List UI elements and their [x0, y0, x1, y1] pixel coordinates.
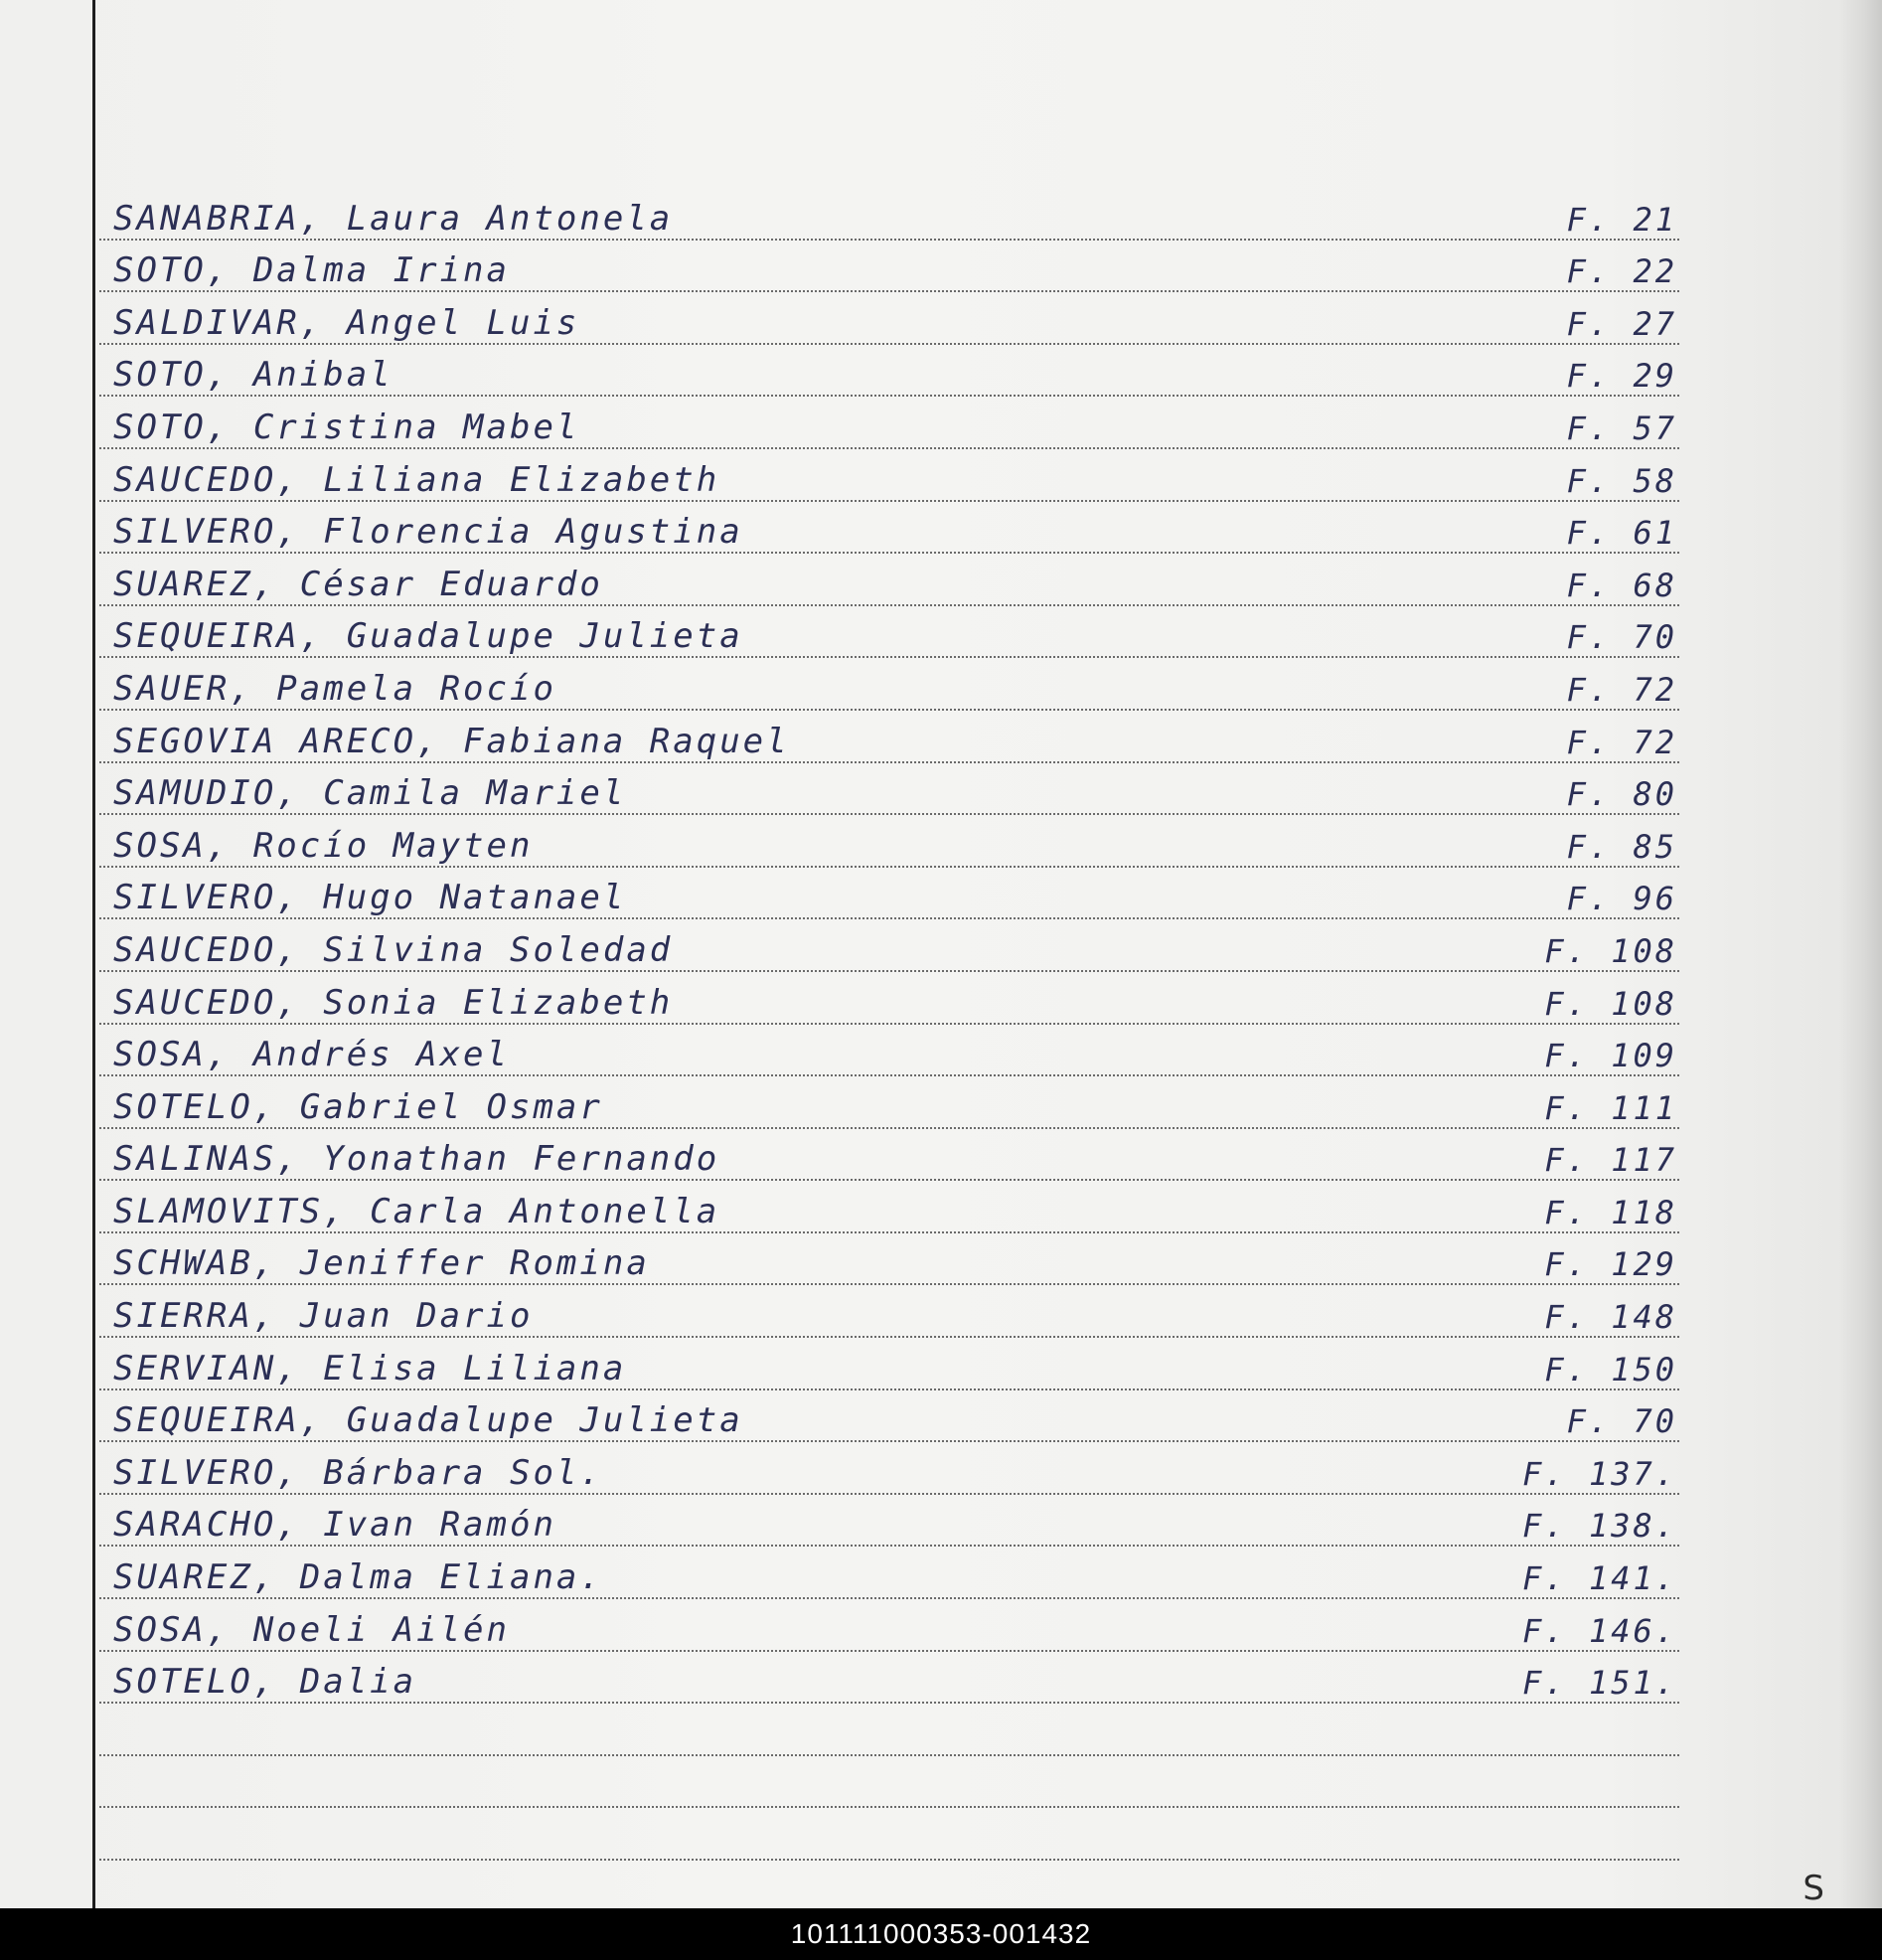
page-edge-shadow [1838, 0, 1882, 1908]
entry-name: SIERRA, Juan Dario [113, 1296, 534, 1337]
entry-folio: F. 137. [1522, 1454, 1677, 1493]
entry-name: SALINAS, Yonathan Fernando [113, 1139, 720, 1180]
ledger-row [99, 246, 1689, 299]
entry-name: SILVERO, Bárbara Sol. [113, 1452, 603, 1493]
entry-name: SOTELO, Gabriel Osmar [113, 1086, 603, 1127]
ledger-row [99, 403, 1689, 455]
entry-folio: F. 80 [1566, 775, 1677, 814]
ledger-row [99, 821, 1689, 874]
entry-name: SAMUDIO, Camila Mariel [113, 773, 627, 814]
entry-folio: F. 85 [1566, 827, 1677, 866]
ledger-row [99, 1814, 1689, 1867]
name-index-list [99, 194, 1689, 1908]
entry-folio: F. 148 [1544, 1298, 1677, 1337]
ledger-row [99, 1031, 1689, 1083]
entry-folio: F. 70 [1566, 618, 1677, 657]
ledger-row [99, 1867, 1689, 1908]
entry-name: SOSA, Rocío Mayten [113, 825, 534, 866]
ledger-row [99, 1344, 1689, 1396]
entry-folio: F. 68 [1566, 566, 1677, 604]
ledger-row [99, 1291, 1689, 1344]
entry-name: SAUCEDO, Sonia Elizabeth [113, 982, 674, 1023]
entry-name: SOSA, Andrés Axel [113, 1035, 510, 1075]
ledger-row [99, 874, 1689, 926]
entry-folio: F. 96 [1566, 880, 1677, 918]
entry-folio: F. 108 [1544, 931, 1677, 970]
ledger-row [99, 925, 1689, 978]
entry-folio: F. 27 [1566, 304, 1677, 343]
entry-folio: F. 118 [1544, 1193, 1677, 1231]
ledger-row [99, 717, 1689, 769]
entry-folio: F. 146. [1522, 1611, 1677, 1650]
entry-folio: F. 138. [1522, 1507, 1677, 1546]
ledger-row [99, 298, 1689, 351]
ledger-row [99, 1187, 1689, 1239]
entry-name: SLAMOVITS, Carla Antonella [113, 1191, 720, 1231]
ledger-row [99, 1239, 1689, 1292]
ledger-row [99, 1762, 1689, 1815]
entry-folio: F. 21 [1566, 200, 1677, 239]
entry-name: SEGOVIA ARECO, Fabiana Raquel [113, 721, 790, 761]
scan-footer [0, 1908, 1882, 1960]
entry-name: SUAREZ, César Eduardo [113, 564, 603, 604]
ledger-row [99, 664, 1689, 717]
ledger-row [99, 1501, 1689, 1553]
entry-name: SUAREZ, Dalma Eliana. [113, 1557, 603, 1598]
entry-folio: F. 61 [1566, 514, 1677, 553]
ledger-row [99, 978, 1689, 1031]
ledger-row [99, 1448, 1689, 1501]
entry-name: SOTO, Dalma Irina [113, 250, 510, 291]
entry-name: SILVERO, Hugo Natanael [113, 878, 627, 918]
entry-folio: F. 150 [1544, 1350, 1677, 1388]
ledger-row [99, 560, 1689, 612]
entry-name: SOTELO, Dalia [113, 1662, 417, 1703]
entry-name: SCHWAB, Jeniffer Romina [113, 1243, 650, 1284]
entry-folio: F. 70 [1566, 1402, 1677, 1441]
entry-name: SEQUEIRA, Guadalupe Julieta [113, 1400, 743, 1441]
entry-folio: F. 129 [1544, 1245, 1677, 1284]
ledger-row [99, 1658, 1689, 1711]
entry-folio: F. 141. [1522, 1559, 1677, 1598]
entry-name: SAUCEDO, Liliana Elizabeth [113, 459, 720, 500]
ledger-row [99, 1552, 1689, 1605]
entry-name: SANABRIA, Laura Antonela [113, 198, 674, 239]
entry-folio: F. 151. [1522, 1664, 1677, 1703]
entry-name: SOTO, Anibal [113, 355, 393, 396]
entry-name: SOSA, Noeli Ailén [113, 1609, 510, 1650]
entry-folio: F. 109 [1544, 1037, 1677, 1075]
margin-rule [92, 0, 95, 1908]
entry-name: SALDIVAR, Angel Luis [113, 302, 580, 343]
entry-name: SAUER, Pamela Rocío [113, 668, 556, 709]
entry-folio: F. 72 [1566, 670, 1677, 709]
ledger-row [99, 612, 1689, 665]
ledger-row [99, 455, 1689, 508]
index-letter: S [1803, 1869, 1824, 1908]
ledger-row [99, 1082, 1689, 1135]
entry-folio: F. 58 [1566, 461, 1677, 500]
entry-name: SARACHO, Ivan Ramón [113, 1505, 556, 1546]
ledger-row [99, 508, 1689, 561]
ledger-row [99, 351, 1689, 404]
ledger-row [99, 194, 1689, 246]
entry-folio: F. 111 [1544, 1088, 1677, 1127]
entry-name: SOTO, Cristina Mabel [113, 407, 580, 447]
entry-name: SERVIAN, Elisa Liliana [113, 1348, 627, 1388]
entry-folio: F. 29 [1566, 357, 1677, 396]
entry-name: SAUCEDO, Silvina Soledad [113, 929, 674, 970]
entry-folio: F. 108 [1544, 984, 1677, 1023]
ledger-row [99, 1710, 1689, 1762]
ledger-row [99, 1135, 1689, 1188]
entry-folio: F. 117 [1544, 1141, 1677, 1180]
entry-folio: F. 57 [1566, 408, 1677, 447]
image-id-label: 101111000353-001432 [790, 1918, 1092, 1949]
ledger-row [99, 1396, 1689, 1449]
entry-folio: F. 72 [1566, 723, 1677, 761]
entry-name: SEQUEIRA, Guadalupe Julieta [113, 616, 743, 657]
ledger-row [99, 1605, 1689, 1658]
entry-name: SILVERO, Florencia Agustina [113, 512, 743, 553]
ledger-row [99, 769, 1689, 822]
entry-folio: F. 22 [1566, 252, 1677, 291]
